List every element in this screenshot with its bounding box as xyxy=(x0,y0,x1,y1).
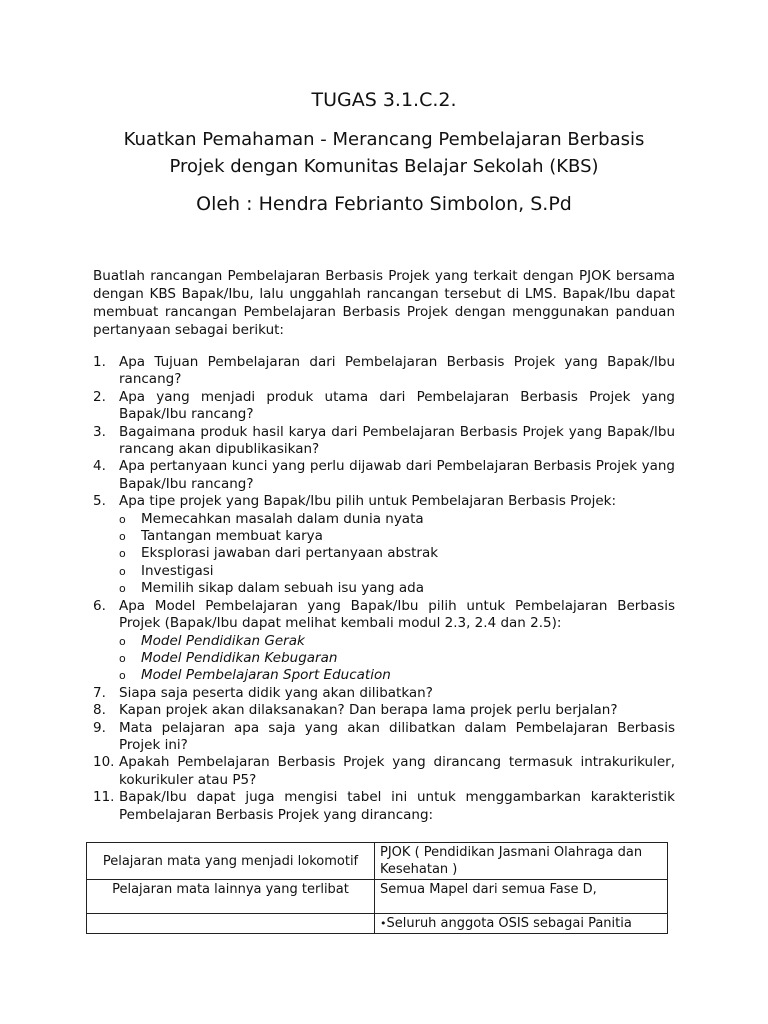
learning-model-list xyxy=(119,633,675,685)
circle-bullet-icon: o xyxy=(119,530,126,544)
question-item xyxy=(93,789,675,824)
question-number: 7. xyxy=(93,684,106,701)
learning-model-label: Model Pendidikan Kebugaran xyxy=(141,649,338,666)
question-number: 6. xyxy=(93,597,106,614)
project-type-label: Investigasi xyxy=(141,562,214,579)
question-text: Kapan projek akan dilaksanakan? Dan berapa lama projek perlu berjalan? xyxy=(119,702,618,719)
question-text: Apa Tujuan Pembelajaran dari Pembelajaran Berbasis Projek yang Bapak/Ibu rancang? xyxy=(119,354,675,388)
assignment-subtitle xyxy=(0,126,768,180)
project-type-item xyxy=(119,580,675,597)
project-type-label: Tantangan membuat karya xyxy=(141,528,323,545)
author-line: Oleh : Hendra Febrianto Simbolon, S.Pd xyxy=(196,193,572,215)
table-cell-value: PJOK ( Pendidikan Jasmani Olahraga dan Kesehatan ) xyxy=(375,843,668,880)
learning-model-label: Model Pembelajaran Sport Education xyxy=(141,667,391,684)
subtitle-line-1: Kuatkan Pemahaman - Merancang Pembelajaran Berbasis xyxy=(123,129,645,150)
question-list xyxy=(93,354,675,824)
subtitle-line-2: Projek dengan Komunitas Belajar Sekolah (KBS) xyxy=(169,156,599,177)
project-type-item xyxy=(119,563,675,580)
question-number: 11. xyxy=(93,789,115,806)
circle-bullet-icon: o xyxy=(119,564,126,578)
question-number: 8. xyxy=(93,702,106,719)
question-item xyxy=(93,720,675,755)
question-item xyxy=(93,354,675,389)
circle-bullet-icon: o xyxy=(119,669,126,683)
table-cell-text: Seluruh anggota OSIS sebagai Panitia xyxy=(386,916,632,931)
question-text: Mata pelajaran apa saja yang akan dilibatkan dalam Pembelajaran Berbasis Projek ini? xyxy=(119,719,675,753)
question-text: Apa yang menjadi produk utama dari Pembelajaran Berbasis Projek yang Bapak/Ibu rancang? xyxy=(119,388,675,423)
learning-model-item xyxy=(119,650,675,667)
question-number: 3. xyxy=(93,423,106,440)
project-type-label: Memecahkan masalah dalam dunia nyata xyxy=(141,510,424,527)
circle-bullet-icon: o xyxy=(119,547,126,561)
project-type-list xyxy=(119,511,675,598)
question-text: Apa Model Pembelajaran yang Bapak/Ibu pilih untuk Pembelajaran Berbasis Projek (Bapak/Ibu dapat melihat kembali modul 2.3, 2.4 dan 2.5): xyxy=(119,597,675,632)
table-cell-value: Semua Mapel dari semua Fase D, xyxy=(375,880,668,914)
bullet-icon: • xyxy=(380,917,387,930)
table-cell-label xyxy=(87,914,375,934)
question-item xyxy=(93,493,675,597)
circle-bullet-icon: o xyxy=(119,512,126,526)
table-cell-value xyxy=(375,914,668,934)
question-text: Apa pertanyaan kunci yang perlu dijawab dari Pembelajaran Berbasis Projek yang Bapak/Ibu rancang? xyxy=(119,458,675,492)
characteristics-table xyxy=(86,842,668,934)
assignment-code: TUGAS 3.1.C.2. xyxy=(311,89,457,111)
project-type-label: Memilih sikap dalam sebuah isu yang ada xyxy=(141,580,425,597)
question-text: Apa tipe projek yang Bapak/Ibu pilih untuk Pembelajaran Berbasis Projek: xyxy=(119,493,617,510)
learning-model-label: Model Pendidikan Gerak xyxy=(141,632,305,649)
question-item xyxy=(93,685,675,702)
learning-model-item xyxy=(119,633,675,650)
question-text: Apakah Pembelajaran Berbasis Projek yang dirancang termasuk intrakurikuler, kokurikuler atau P5? xyxy=(119,754,675,788)
question-number: 2. xyxy=(93,388,106,405)
question-number: 5. xyxy=(93,493,106,510)
project-type-item xyxy=(119,511,675,528)
question-item xyxy=(93,754,675,789)
question-number: 1. xyxy=(93,354,106,370)
question-number: 4. xyxy=(93,458,106,475)
question-text: Siapa saja peserta didik yang akan dilibatkan? xyxy=(119,684,433,701)
table-row xyxy=(87,880,668,914)
question-item xyxy=(93,702,675,719)
question-item xyxy=(93,389,675,424)
learning-model-item xyxy=(119,667,675,684)
question-item xyxy=(93,598,675,685)
project-type-item xyxy=(119,545,675,562)
table-cell-label: Pelajaran mata yang menjadi lokomotif xyxy=(87,843,375,880)
intro-paragraph: Buatlah rancangan Pembelajaran Berbasis Projek yang terkait dengan PJOK bersama dengan KBS Bapak/Ibu, lalu unggahlah rancangan tersebut di LMS. Bapak/Ibu dapat membuat rancangan Pembelajaran Berbasis Projek dengan menggunakan panduan pertanyaan sebagai berikut: xyxy=(93,268,675,338)
table-row xyxy=(87,914,668,934)
question-item xyxy=(93,424,675,459)
circle-bullet-icon: o xyxy=(119,651,126,665)
question-number: 9. xyxy=(93,719,106,736)
project-type-label: Eksplorasi jawaban dari pertanyaan abstrak xyxy=(141,545,439,562)
circle-bullet-icon: o xyxy=(119,582,126,596)
question-text: Bapak/Ibu dapat juga mengisi tabel ini untuk menggambarkan karakteristik Pembelajaran Berbasis Projek yang dirancang: xyxy=(119,789,675,823)
project-type-item xyxy=(119,528,675,545)
question-item xyxy=(93,458,675,493)
question-text: Bagaimana produk hasil karya dari Pembelajaran Berbasis Projek yang Bapak/Ibu rancang akan dipublikasikan? xyxy=(119,423,675,458)
question-number: 10. xyxy=(93,754,115,771)
table-row xyxy=(87,843,668,880)
circle-bullet-icon: o xyxy=(119,634,126,648)
table-cell-label: Pelajaran mata lainnya yang terlibat xyxy=(87,880,375,914)
